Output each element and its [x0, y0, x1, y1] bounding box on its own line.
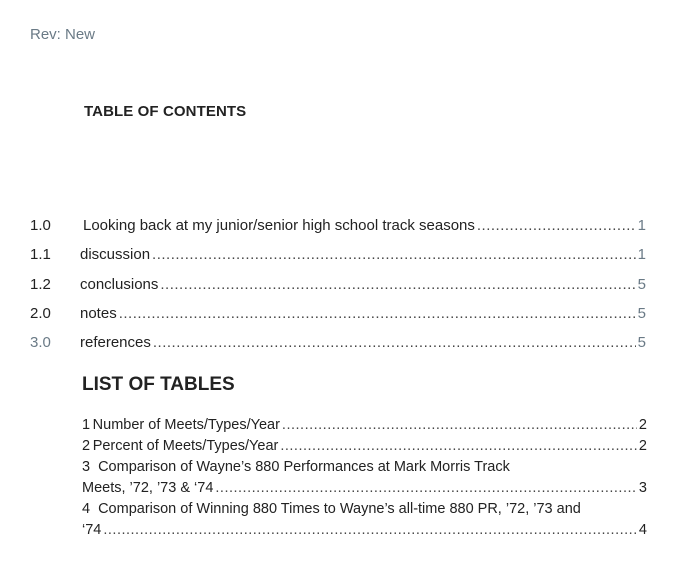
toc-leader-dots — [152, 246, 636, 263]
lot-entry[interactable] — [82, 417, 647, 437]
lot-entry-title-line2: ‘74 — [82, 522, 102, 538]
lot-heading: LIST OF TABLES — [82, 374, 235, 395]
lot-entry-page: 2 — [638, 417, 647, 433]
toc-entry-page: 5 — [637, 305, 646, 322]
lot-entry-page: 4 — [638, 522, 647, 538]
toc-entry-title: conclusions — [80, 276, 159, 293]
toc-entry-page: 5 — [637, 334, 646, 351]
toc-entry[interactable] — [30, 217, 646, 237]
toc-entry-number: 2.0 — [30, 305, 51, 322]
toc-leader-dots — [160, 276, 635, 293]
lot-entry-number: 1 — [82, 417, 91, 433]
toc-entry-title: Looking back at my junior/senior high school track seasons — [83, 217, 475, 234]
toc-entry[interactable] — [30, 246, 646, 266]
lot-entry-title: Number of Meets/Types/Year — [92, 417, 280, 433]
lot-entry-line2[interactable] — [82, 522, 647, 542]
toc-entry-number: 3.0 — [30, 334, 51, 351]
toc-entry-title: notes — [80, 305, 117, 322]
lot-leader-dots — [280, 438, 637, 454]
toc-entry-page: 1 — [637, 217, 646, 234]
lot-entry-number: 4 — [82, 501, 91, 517]
lot-entry-number: 3 — [82, 459, 91, 475]
revision-label: Rev: New — [30, 26, 96, 43]
lot-entry-line1[interactable] — [82, 459, 510, 475]
lot-leader-dots — [103, 522, 637, 538]
toc-entry[interactable] — [30, 305, 646, 325]
lot-entry-title-line1: Comparison of Wayne’s 880 Performances at Mark Morris Track — [98, 459, 510, 475]
lot-entry-title-line2: Meets, ’72, ’73 & ‘74 — [82, 480, 214, 496]
lot-leader-dots — [215, 480, 637, 496]
toc-entry[interactable] — [30, 276, 646, 296]
lot-entry-line1[interactable] — [82, 501, 581, 517]
toc-entry-title: references — [80, 334, 151, 351]
lot-entry-page: 3 — [638, 480, 647, 496]
toc-leader-dots — [119, 305, 636, 322]
toc-entry-page: 5 — [637, 276, 646, 293]
lot-entry-number: 2 — [82, 438, 91, 454]
toc-entry-page: 1 — [637, 246, 646, 263]
toc-entry-number: 1.0 — [30, 217, 51, 234]
lot-entry[interactable] — [82, 438, 647, 458]
lot-leader-dots — [282, 417, 637, 433]
toc-leader-dots — [153, 334, 636, 351]
lot-entry-title-line1: Comparison of Winning 880 Times to Wayne’s all-time 880 PR, ’72, ’73 and — [98, 501, 581, 517]
toc-heading: TABLE OF CONTENTS — [84, 103, 247, 120]
toc-entry-number: 1.2 — [30, 276, 51, 293]
toc-entry[interactable] — [30, 334, 646, 354]
toc-entry-title: discussion — [80, 246, 151, 263]
toc-leader-dots — [477, 217, 636, 234]
toc-entry-number: 1.1 — [30, 246, 51, 263]
lot-entry-line2[interactable] — [82, 480, 647, 500]
lot-entry-page: 2 — [638, 438, 647, 454]
lot-entry-title: Percent of Meets/Types/Year — [92, 438, 279, 454]
